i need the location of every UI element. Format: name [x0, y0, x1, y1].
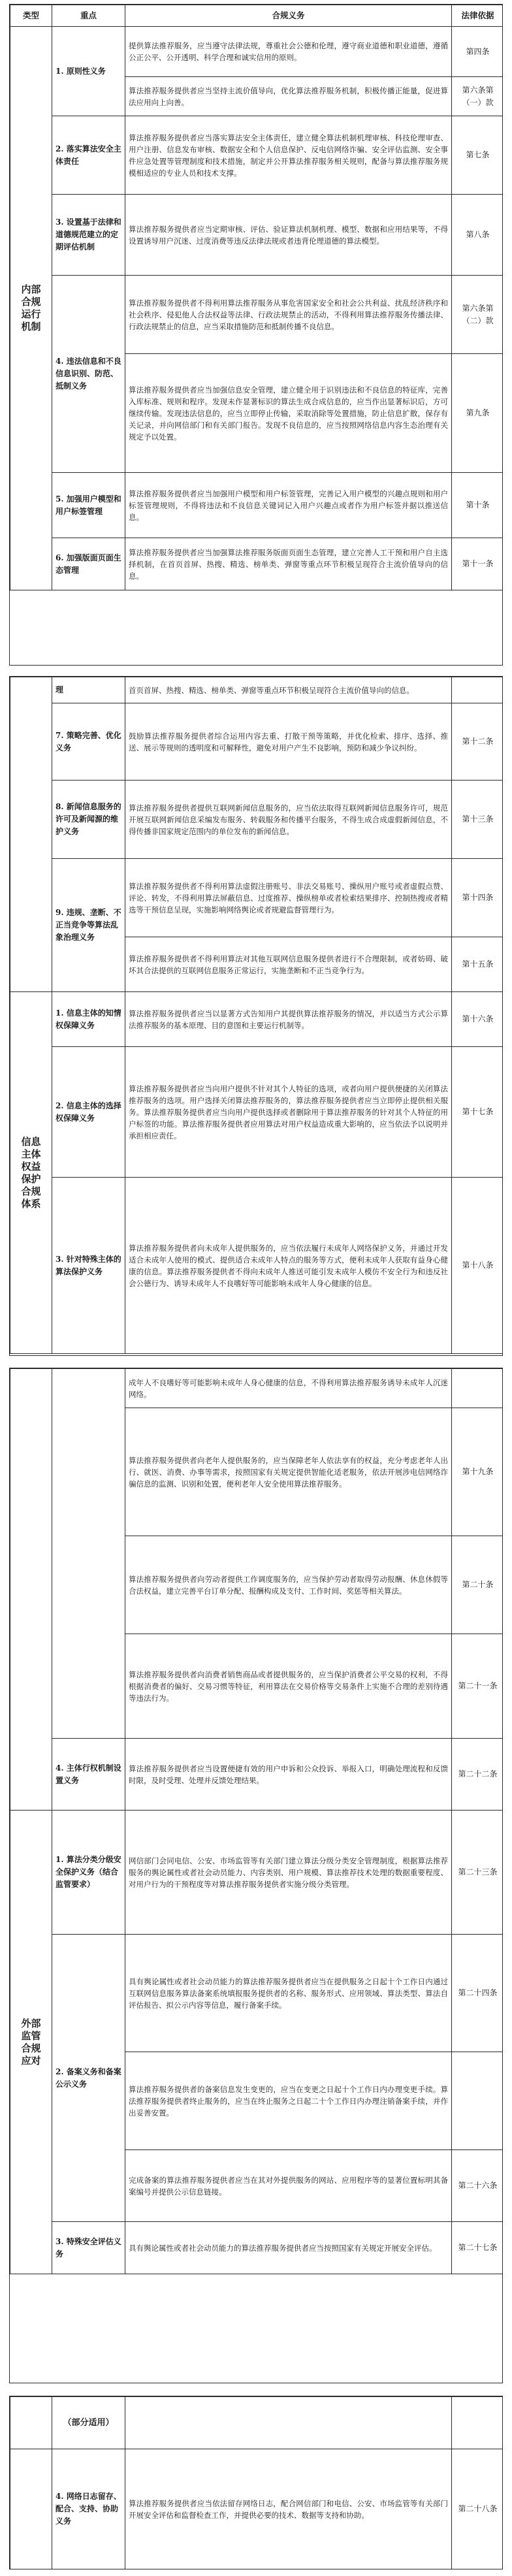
- header-row: [10, 5, 504, 27]
- focus-cell: 3. 特殊安全评估义务: [52, 2222, 125, 2274]
- duty-cell: 算法推荐服务提供者应当落实算法安全主体责任，建立健全算法机制机理审核、科技伦理审查、用户注册、信息发布审核、数据安全和个人信息保护、反电信网络诈骗、安全评估监测、安全事件应急处置等管理制度和技术措施，制定并公开算法推荐服务相关规则，配备与算法推荐服务规模相适应的专业人员和技术支撑。: [125, 116, 452, 195]
- duty-cell: 算法推荐服务提供者向劳动者提供工作调度服务的，应当保护劳动者取得劳动报酬、休息休假等合法权益，建立完善平台订单分配、报酬构成及支付、工作时间、奖惩等相关算法。: [125, 1536, 452, 1634]
- duty-cell: 提供算法推荐服务，应当遵守法律法规，尊重社会公德和伦理，遵守商业道德和职业道德，遵循公正公平、公开透明、科学合理和诚实信用的原则。: [125, 27, 452, 77]
- section-type: 信息主体权益保护合规体系: [10, 992, 52, 1354]
- focus-cell: 3. 设置基于法律和道德规范建立的定期评估机制: [52, 195, 125, 276]
- basis-cell: 第九条: [452, 354, 504, 473]
- table-page-1: [9, 4, 503, 666]
- focus-cell: [52, 1369, 125, 1739]
- duty-cell: 完成备案的算法推荐服务提供者应当在其对外提供服务的网站、应用程序等的显著位置标明其备案编号并提供公示信息链接。: [125, 2150, 452, 2222]
- basis-cell: 第六条第（二）款: [452, 276, 504, 354]
- table-row: [10, 1178, 504, 1354]
- focus-cell: 理: [52, 677, 125, 703]
- duty-cell: [125, 2397, 452, 2449]
- duty-cell: 算法推荐服务提供者应当加强算法推荐服务版面页面生态管理，建立完善人工干预和用户自主选择机制，在首页首屏、热搜、精选、榜单类、弹窗等重点环节积极呈现符合主流价值导向的信息。: [125, 538, 452, 590]
- table-row: [10, 473, 504, 538]
- section-type: 内部合规运行机制: [10, 27, 52, 590]
- duty-cell: 算法推荐服务提供者向老年人提供服务的，应当保障老年人依法享有的权益，充分考虑老年人出行、就医、消费、办事等需求，按照国家有关规定提供智能化适老服务，依法开展涉电信网络诈骗信息的监测、识别和处置，便利老年人安全使用算法推荐服务。: [125, 1408, 452, 1536]
- basis-cell: 第二十二条: [452, 1739, 504, 1811]
- duty-cell: 首页首屏、热搜、精选、榜单类、弹窗等重点环节积极呈现符合主流价值导向的信息。: [125, 677, 452, 703]
- table-row: [10, 859, 504, 937]
- focus-cell: 1. 信息主体的知情权保障义务: [52, 992, 125, 1047]
- table-page-2: [9, 676, 503, 1356]
- table-row: [10, 2397, 504, 2449]
- duty-cell: 算法推荐服务提供者向消费者销售商品或者提供服务的，应当保护消费者公平交易的权利，不得根据消费者的偏好、交易习惯等特征，利用算法在交易价格等交易条件上实施不合理的差别待遇等违法行为。: [125, 1634, 452, 1739]
- duty-cell: 算法推荐服务提供者提供互联网新闻信息服务的，应当依法取得互联网新闻信息服务许可，规范开展互联网新闻信息采编发布服务、转载服务和传播平台服务，不得生成合成虚假新闻信息，不得传播非国家规定范围内的单位发布的新闻信息。: [125, 781, 452, 859]
- duty-cell: 算法推荐服务提供者不得利用算法推荐服务从事危害国家安全和社会公共利益、扰乱经济秩序和社会秩序、侵犯他人合法权益等法律、行政法规禁止的活动，不得利用算法推荐服务传播法律、行政法规禁止的信息，应当采取措施防范和抵制传播不良信息。: [125, 276, 452, 354]
- table-page-4: [9, 2396, 503, 2569]
- section-type: [10, 677, 52, 992]
- table-row: [10, 1935, 504, 2052]
- focus-cell: 2. 落实算法安全主体责任: [52, 116, 125, 195]
- basis-cell: 第十三条: [452, 781, 504, 859]
- duty-cell: 算法推荐服务提供者应当加强信息安全管理，建立健全用于识别违法和不良信息的特征库，完善入库标准、规则和程序。发现未作显著标识的算法生成合成信息的，应当作出显著标识后，方可继续传输。发现违法信息的，应当立即停止传输，采取消除等处置措施，防止信息扩散，保存有关记录，并向网信部门和有关部门报告。发现不良信息的，应当按照网络信息内容生态治理有关规定予以处置。: [125, 354, 452, 473]
- basis-cell: 第二十六条: [452, 2150, 504, 2222]
- focus-cell: 2. 备案义务和备案公示义务: [52, 1935, 125, 2222]
- focus-cell: 8. 新闻信息服务的 许可及新闻源的维护义务: [52, 781, 125, 859]
- section-type: （部分适用）: [52, 2397, 125, 2449]
- duty-cell: 算法推荐服务提供者应当定期审核、评估、验证算法机制机理、模型、数据和应用结果等，不得设置诱导用户沉迷、过度消费等违反法律法规或者违背伦理道德的算法模型。: [125, 195, 452, 276]
- compliance-table: [10, 1368, 503, 2274]
- duty-cell: 成年人不良嗜好等可能影响未成年人身心健康的信息，不得利用算法推荐服务诱导未成年人沉迷网络。: [125, 1369, 452, 1408]
- basis-cell: [452, 2052, 504, 2150]
- basis-cell: 第十七条: [452, 1047, 504, 1178]
- table-row: [10, 781, 504, 859]
- basis-cell: 第二十一条: [452, 1634, 504, 1739]
- table-row: [10, 276, 504, 354]
- duty-cell: 算法推荐服务提供者不得利用算法虚假注册账号、非法交易账号、操纵用户账号或者虚假点赞、评论、转发，不得利用算法屏蔽信息、过度推荐、操纵榜单或者检索结果排序、控制热搜或者精选等干预信息呈现，实施影响网络舆论或者规避监督管理行为。: [125, 859, 452, 937]
- basis-cell: 第二十四条: [452, 1935, 504, 2052]
- section-type-blank: [10, 2449, 52, 2569]
- basis-cell: 第十条: [452, 473, 504, 538]
- basis-cell: 第二十七条: [452, 2222, 504, 2274]
- duty-cell: 算法推荐服务提供者不得利用算法对其他互联网信息服务提供者进行不合理限制，或者妨碍、破坏其合法提供的互联网信息服务正常运行，实施垄断和不正当竞争行为。: [125, 937, 452, 992]
- duty-cell: 网信部门会同电信、公安、市场监管等有关部门建立算法分级分类安全管理制度，根据算法推荐服务的舆论属性或者社会动员能力、内容类别、用户规模、算法推荐技术处理的数据重要程度、对用户行为的干预程度等对算法推荐服务提供者实施分级分类管理。: [125, 1811, 452, 1935]
- focus-cell: 9. 违规、垄断、不正当竞争等算法乱象治理义务: [52, 859, 125, 992]
- table-row: [10, 677, 504, 703]
- basis-cell: 第七条: [452, 116, 504, 195]
- focus-cell: 4. 网络日志留存、配合、支持、协助义务: [52, 2449, 125, 2569]
- table-row: [10, 1369, 504, 1408]
- duty-cell: 算法推荐服务提供者应当向用户提供不针对其个人特征的选项，或者向用户提供便捷的关闭算法推荐服务的选项。用户选择关闭算法推荐服务的，算法推荐服务提供者应当立即停止提供相关服务。算法推荐服务提供者应当向用户提供选择或者删除用于算法推荐服务的针对其个人特征的用户标签的功能。算法推荐服务提供者应用算法对用户权益造成重大影响的，应当依法予以说明并承担相应责任。: [125, 1047, 452, 1178]
- duty-cell: 算法推荐服务提供者应当加强用户模型和用户标签管理，完善记入用户模型的兴趣点规则和用户标签管理规则，不得将违法和不良信息关键词记入用户兴趣点或者作为用户标签并据以推送信息。: [125, 473, 452, 538]
- focus-cell: 5. 加强用户模型和用户标签管理: [52, 473, 125, 538]
- header-basis: 法律依据: [452, 5, 504, 27]
- basis-cell: 第十八条: [452, 1178, 504, 1354]
- basis-cell: [452, 2397, 504, 2449]
- basis-cell: 第十九条: [452, 1408, 504, 1536]
- table-row: [10, 992, 504, 1047]
- section-type: [10, 1369, 52, 1811]
- table-row: [10, 1047, 504, 1178]
- duty-cell: 算法推荐服务提供者应当依法留存网络日志，配合网信部门和电信、公安、市场监管等有关部门开展安全评估和监督检查工作，并提供必要的技术、数据等支持和协助。: [125, 2449, 452, 2569]
- basis-cell: 第二十三条: [452, 1811, 504, 1935]
- header-type: 类型: [10, 5, 52, 27]
- duty-cell: 算法推荐服务提供者应当坚持主流价值导向，优化算法推荐服务机制，积极传播正能量，促进算法应用向上向善。: [125, 77, 452, 116]
- focus-cell: 7. 策略完善、优化义务: [52, 703, 125, 781]
- basis-cell: 第十一条: [452, 538, 504, 590]
- basis-cell: [452, 1369, 504, 1408]
- basis-cell: 第十六条: [452, 992, 504, 1047]
- basis-cell: [452, 677, 504, 703]
- basis-cell: 第二十条: [452, 1536, 504, 1634]
- table-row: [10, 27, 504, 77]
- basis-cell: 第八条: [452, 195, 504, 276]
- focus-cell: 4. 主体行权机制设置义务: [52, 1739, 125, 1811]
- section-type: 外部监管合规应对: [10, 1811, 52, 2274]
- section-type-blank: [10, 2397, 52, 2449]
- duty-cell: 算法推荐服务提供者向未成年人提供服务的，应当依法履行未成年人网络保护义务，并通过开发适合未成年人使用的模式、提供适合未成年人特点的服务等方式，便利未成年人获取有益身心健康的信息。算法推荐服务提供者不得向未成年人推送可能引发未成年人模仿不安全行为和违反社会公德行为、诱导未成年人不良嗜好等可能影响未成年人身心健康的信息。: [125, 1178, 452, 1354]
- duty-cell: 具有舆论属性或者社会动员能力的算法推荐服务提供者应当按照国家有关规定开展安全评估。: [125, 2222, 452, 2274]
- basis-cell: 第四条: [452, 27, 504, 77]
- duty-cell: 具有舆论属性或者社会动员能力的算法推荐服务提供者应当在提供服务之日起十个工作日内通过互联网信息服务算法备案系统填报服务提供者的名称、服务形式、应用领域、算法类型、算法自评估报告、拟公示内容等信息，履行备案手续。: [125, 1935, 452, 2052]
- table-row: [10, 116, 504, 195]
- basis-cell: 第六条第（一）款: [452, 77, 504, 116]
- focus-cell: 6. 加强版面页面生态管理: [52, 538, 125, 590]
- table-row: [10, 538, 504, 590]
- header-focus: 重点: [52, 5, 125, 27]
- table-row: [10, 1739, 504, 1811]
- focus-cell: 2. 信息主体的选择权保障义务: [52, 1047, 125, 1178]
- duty-cell: 算法推荐服务提供者的备案信息发生变更的，应当在变更之日起十个工作日内办理变更手续。算法推荐服务提供者终止服务的，应当在终止服务之日起二十个工作日内办理注销备案手续，并作出妥善安置。: [125, 2052, 452, 2150]
- duty-cell: 算法推荐服务提供者应当以显著方式告知用户其提供算法推荐服务的情况，并以适当方式公示算法推荐服务的基本原理、目的意图和主要运行机制等。: [125, 992, 452, 1047]
- basis-cell: 第十二条: [452, 703, 504, 781]
- header-duty: 合规义务: [125, 5, 452, 27]
- focus-cell: 4. 违法信息和不良信息识别、防范、抵制义务: [52, 276, 125, 473]
- table-row: [10, 1811, 504, 1935]
- focus-cell: 1. 算法分类分级安全保护义务（结合监管要求）: [52, 1811, 125, 1935]
- compliance-table: [10, 2396, 503, 2569]
- table-page-3: [9, 1368, 503, 2383]
- compliance-table: [10, 5, 503, 590]
- duty-cell: 算法推荐服务提供者应当设置便捷有效的用户申诉和公众投诉、举报入口，明确处理流程和反馈时限，及时受理、处理并反馈处理结果。: [125, 1739, 452, 1811]
- compliance-table: [10, 677, 503, 1354]
- table-row: [10, 2222, 504, 2274]
- focus-cell: 3. 针对特殊主体的算法保护义务: [52, 1178, 125, 1354]
- basis-cell: 第十五条: [452, 937, 504, 992]
- table-row: [10, 703, 504, 781]
- table-row: [10, 195, 504, 276]
- focus-cell: 1. 原则性义务: [52, 27, 125, 116]
- duty-cell: 鼓励算法推荐服务提供者综合运用内容去重、打散干预等策略，并优化检索、排序、选择、推送、展示等规则的透明度和可解释性，避免对用户产生不良影响，预防和减少争议纠纷。: [125, 703, 452, 781]
- basis-cell: 第十四条: [452, 859, 504, 937]
- basis-cell: 第二十八条: [452, 2449, 504, 2569]
- table-row: [10, 2449, 504, 2569]
